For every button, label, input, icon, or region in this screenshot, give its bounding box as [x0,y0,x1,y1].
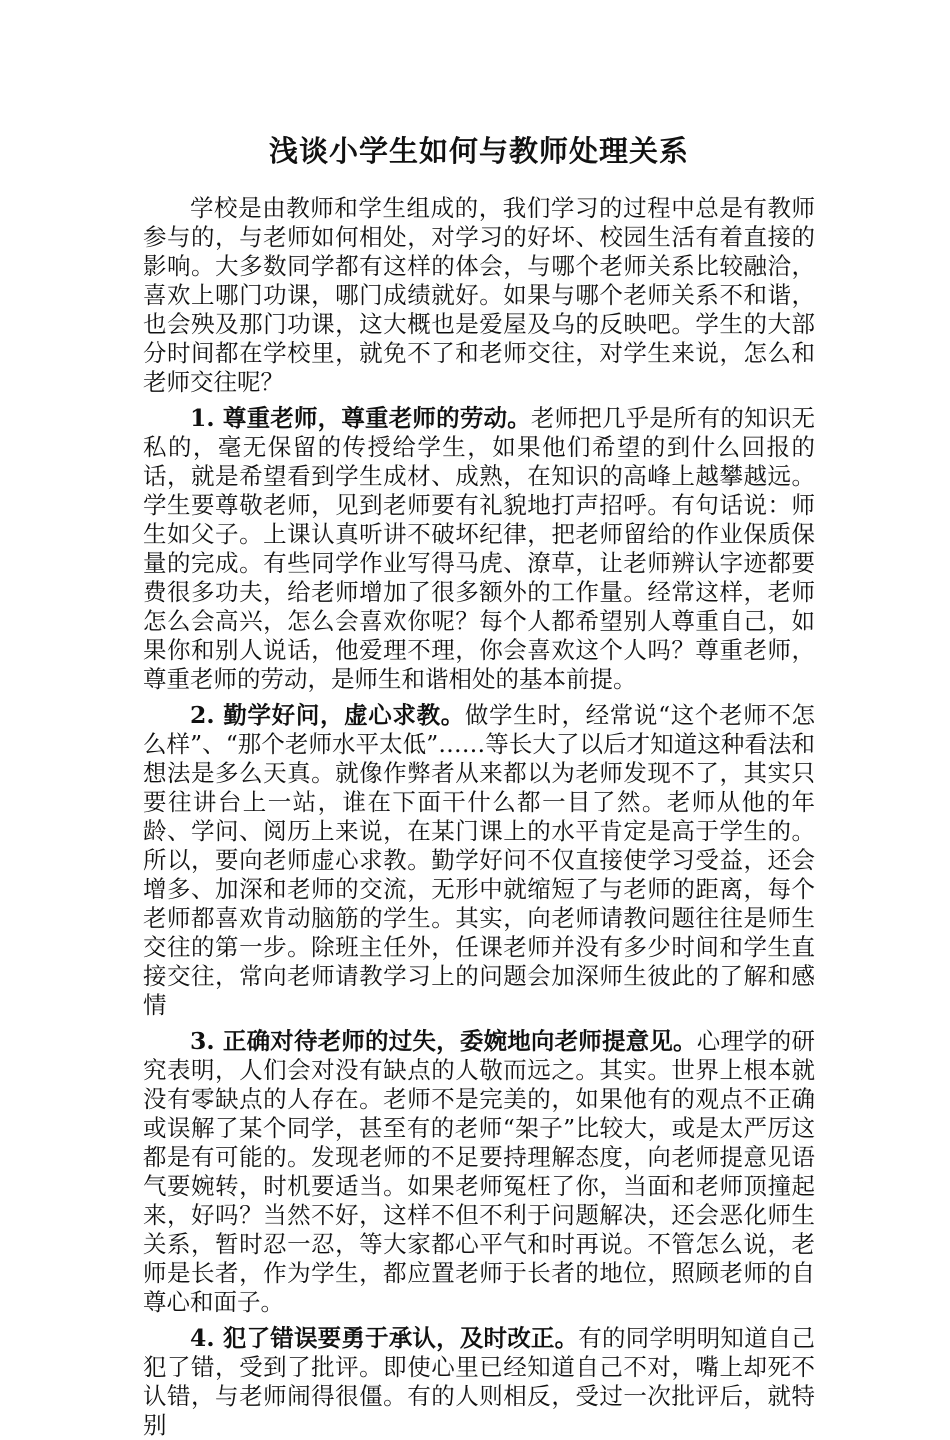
section-2-heading: 2. 勤学好问，虚心求教。 [190,701,465,729]
section-4-heading: 4. 犯了错误要勇于承认，及时改正。 [190,1324,579,1352]
section-1-heading: 1. 尊重老师，尊重老师的劳动。 [190,404,531,432]
section-1-body: 老师把几乎是所有的知识无私的，毫无保留的传授给学生，如果他们希望的到什么回报的话，就是希望看到学生成材、成熟，在知识的高峰上越攀越远。学生要尊敬老师，见到老师要有礼貌地打声招呼。有句话说：师生如父子。上课认真听讲不破坏纪律，把老师留给的作业保质保量的完成。有些同学作业写得马虎、潦草，让老师辨认字迹都要费很多功夫，给老师增加了很多额外的工作量。经常这样，老师怎么会高兴，怎么会喜欢你呢？每个人都希望别人尊重自己，如果你和别人说话，他爱理不理，你会喜欢这个人吗？尊重老师，尊重老师的劳动，是师生和谐相处的基本前提。 [143,404,816,693]
document-title: 浅谈小学生如何与教师处理关系 [268,134,689,168]
section-1-paragraph [143,404,815,694]
section-2-paragraph [143,701,815,1020]
section-3-paragraph [143,1027,815,1317]
section-4-body: 有的同学明明知道自己犯了错，受到了批评。即使心里已经知道自己不对，嘴上却死不认错，与老师闹得很僵。有的人则相反，受过一次批评后，就特别 [143,1324,816,1439]
intro-paragraph: 学校是由教师和学生组成的，我们学习的过程中总是有教师参与的，与老师如何相处，对学习的好坏、校园生活有着直接的影响。大多数同学都有这样的体会，与哪个老师关系比较融洽，喜欢上哪门功课，哪门成绩就好。如果与哪个老师关系不和谐，也会殃及那门功课，这大概也是爱屋及乌的反映吧。学生的大部分时间都在学校里，就免不了和老师交往，对学生来说，怎么和老师交往呢？ [143,194,815,396]
section-4-paragraph [143,1324,815,1440]
section-3-body: 心理学的研究表明，人们会对没有缺点的人敬而远之。其实。世界上根本就没有零缺点的人存在。老师不是完美的，如果他有的观点不正确或误解了某个同学，甚至有的老师“架子”比较大，或是太严厉这都是有可能的。发现老师的不足要持理解态度，向老师提意见语气要婉转，时机要适当。如果老师冤枉了你，当面和老师顶撞起来，好吗？当然不好，这样不但不利于问题解决，还会恶化师生关系，暂时忍一忍，等大家都心平气和时再说。不管怎么说，老师是长者，作为学生，都应置老师于长者的地位，照顾老师的自尊心和面子。 [143,1027,815,1316]
section-3-heading: 3. 正确对待老师的过失，委婉地向老师提意见。 [190,1027,697,1055]
section-2-body: 做学生时，经常说“这个老师不怎么样”、“那个老师水平太低”……等长大了以后才知道这种看法和想法是多么天真。就像作弊者从来都以为老师发现不了，其实只要往讲台上一站，谁在下面干什么都一目了然。老师从他的年龄、学问、阅历上来说，在某门课上的水平肯定是高于学生的。所以，要向老师虚心求教。勤学好问不仅直接使学习受益，还会增多、加深和老师的交流，无形中就缩短了与老师的距离，每个老师都喜欢肯动脑筋的学生。其实，向老师请教问题往往是师生交往的第一步。除班主任外，任课老师并没有多少时间和学生直接交往，常向老师请教学习上的问题会加深师生彼此的了解和感情 [143,701,815,1019]
